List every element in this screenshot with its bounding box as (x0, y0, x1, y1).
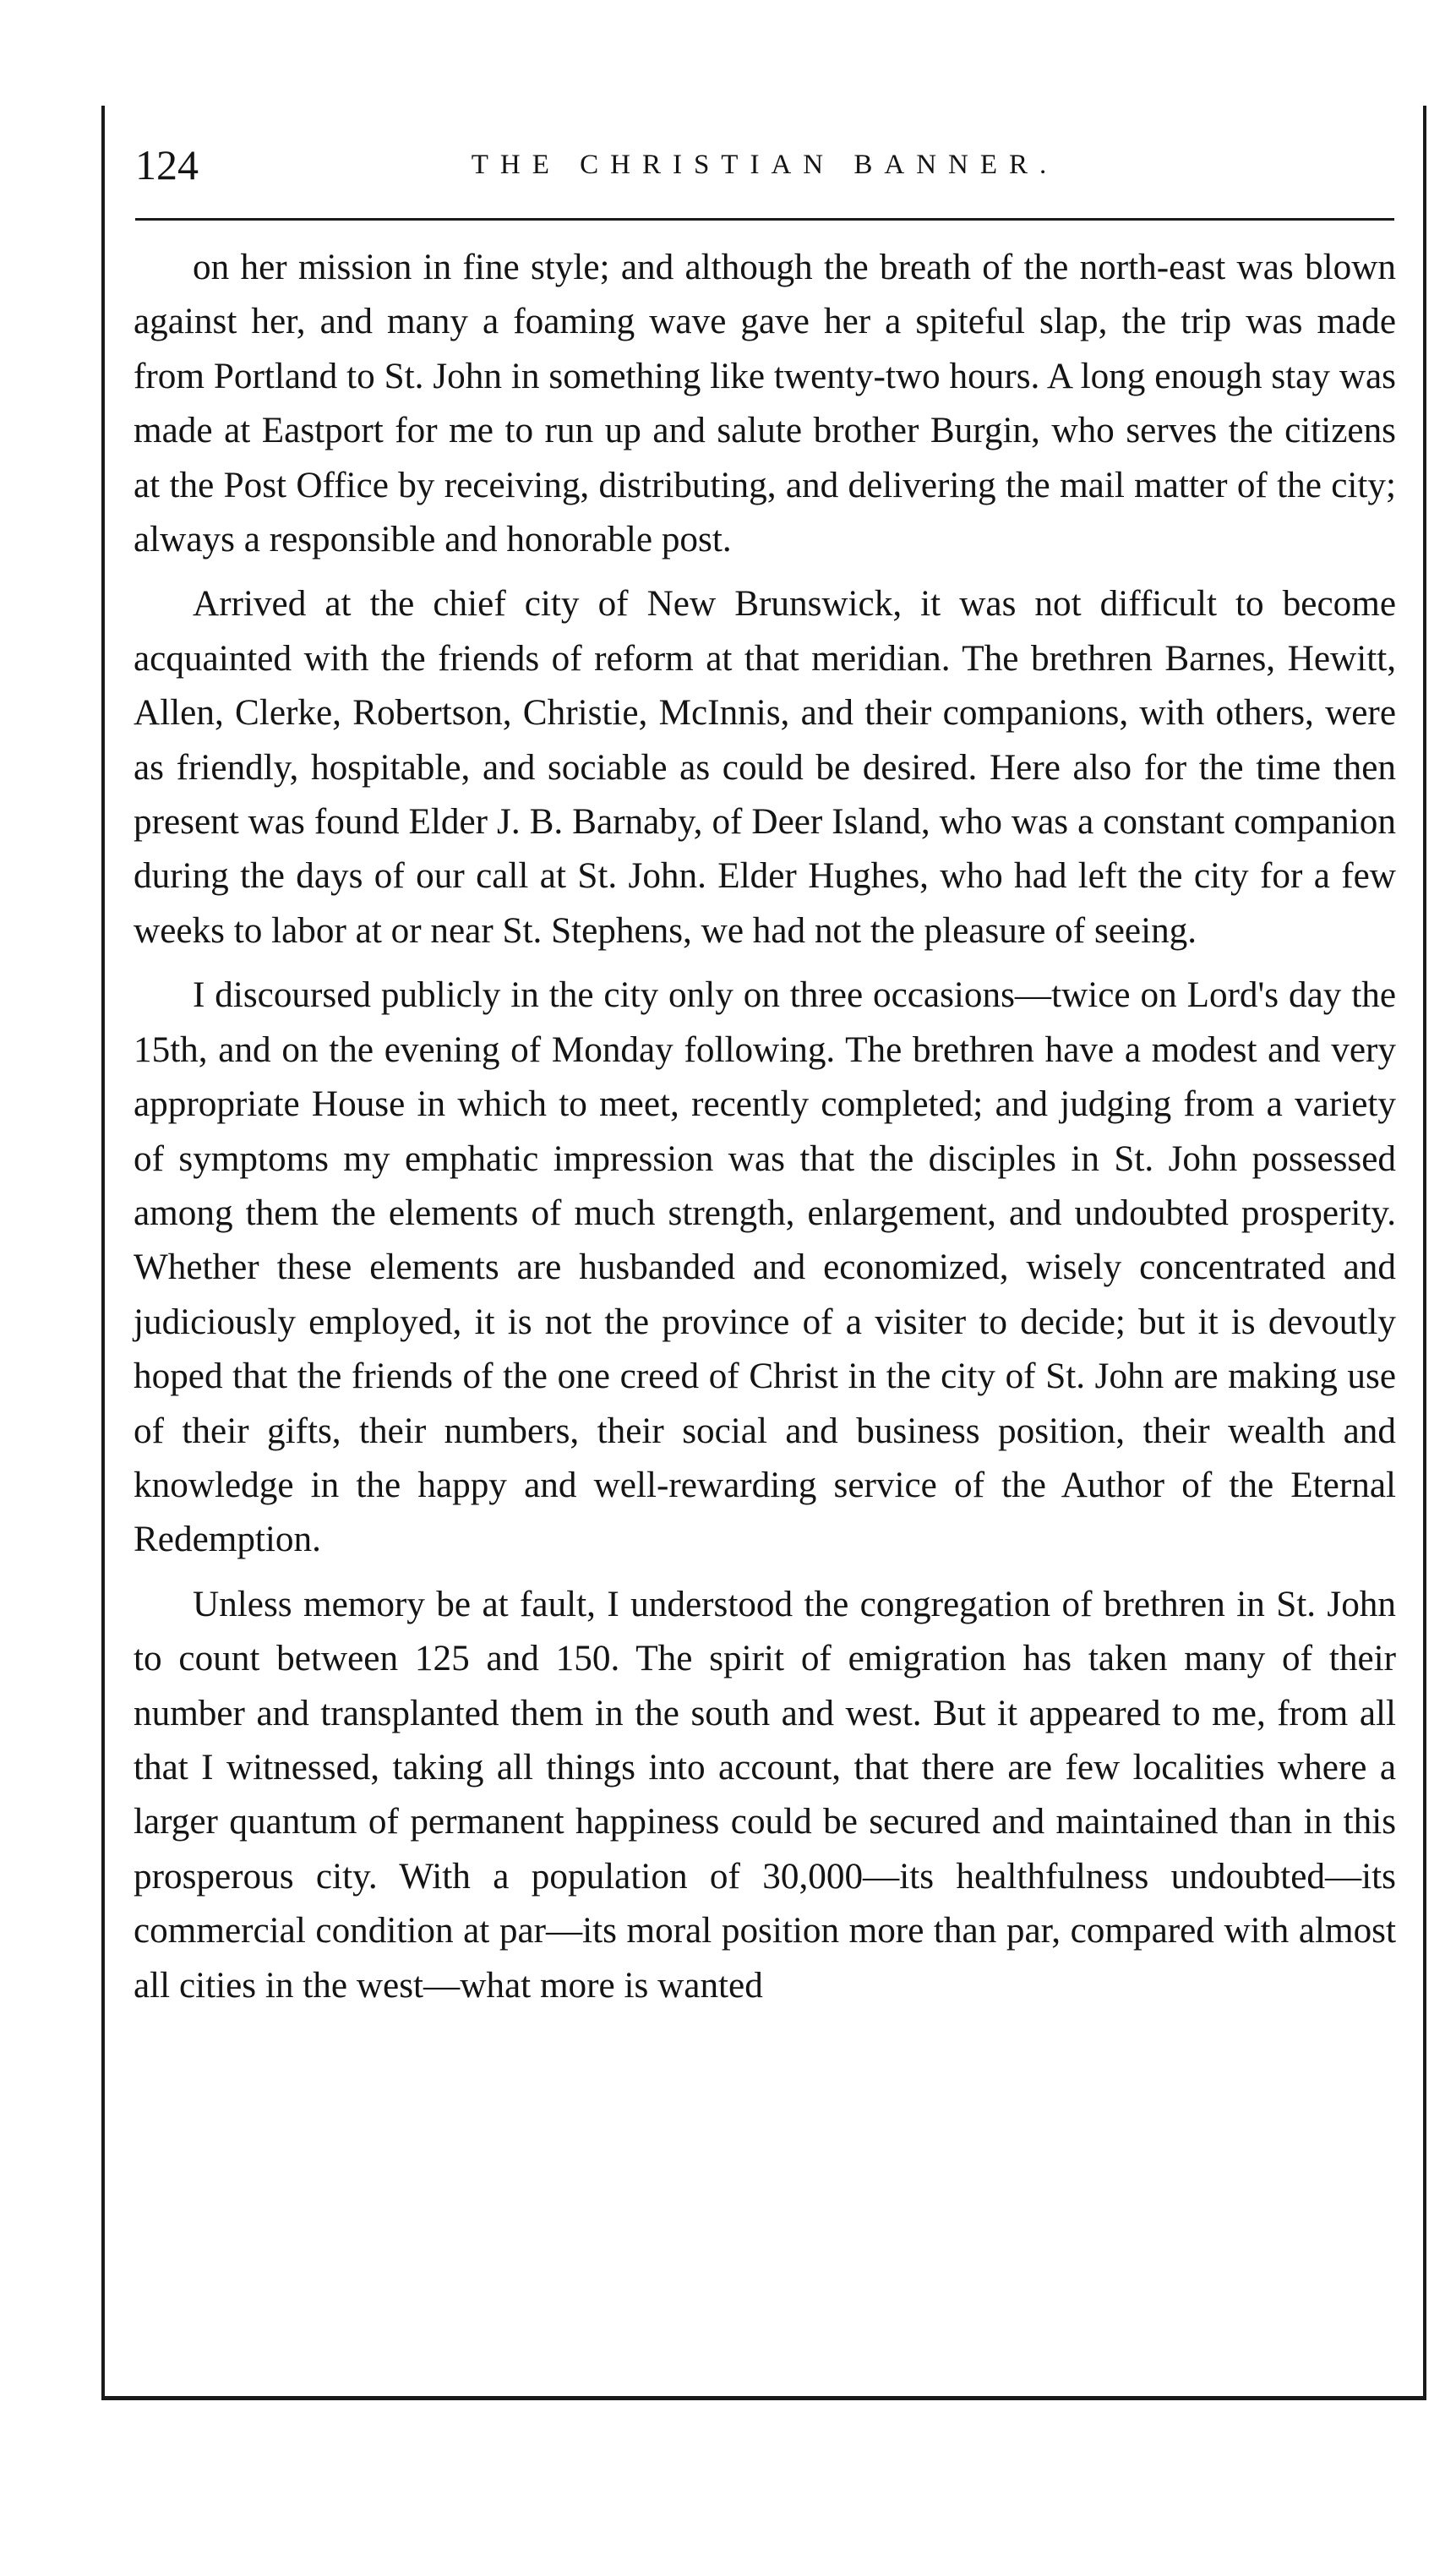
paragraph: Arrived at the chief city of New Brunswick, it was not difficult to become acquainted with the friends of reform at that meridian. The brethren Barnes, Hewitt, Allen, Clerke, Robertson, Christie, McInnis, and their companions, with others, were as friendly, hospitable, and sociable as could be desired. Here also for the time then present was found Elder J. B. Barnaby, of Deer Island, who was a constant companion during the days of our call at St. John. Elder Hughes, who had left the city for a few weeks to labor at or near St. Stephens, we had not the pleasure of seeing. (134, 584, 1396, 951)
running-title: THE CHRISTIAN BANNER. (471, 150, 1059, 180)
paragraph: on her mission in fine style; and although the breath of the north-east was blown against her, and many a foaming wave gave her a spiteful slap, the trip was made from Portland to St. John in something like twenty-two hours. A long enough stay was made at Eastport for me to run up and salute brother Burgin, who serves the citizens at the Post Office by receiving, distributing, and delivering the mail matter of the city; always a responsible and honorable post. (134, 248, 1396, 560)
article-body (134, 241, 1396, 2013)
page-header (135, 135, 1394, 194)
paragraph: Unless memory be at fault, I understood the congregation of brethren in St. John to count between 125 and 150. The spirit of emigration has taken many of their number and transplanted them in the south and west. But it appeared to me, from all that I witnessed, taking all things into account, that there are few localities where a larger quantum of permanent happiness could be secured and maintained than in this prosperous city. With a population of 30,000—its healthfulness undoubted—its commercial condition at par—its moral position more than par, compared with almost all cities in the west—what more is wanted (134, 1584, 1396, 2006)
paragraph: I discoursed publicly in the city only on three occasions—twice on Lord's day the 15th, and on the evening of Monday following. The brethren have a modest and very appropriate House in which to meet, recently completed; and judging from a variety of symptoms my emphatic impression was that the disciples in St. John possessed among them the elements of much strength, enlargement, and undoubted prosperity. Whether these elements are husbanded and economized, wisely concentrated and judiciously employed, it is not the province of a visiter to decide; but it is devoutly hoped that the friends of the one creed of Christ in the city of St. John are making use of their gifts, their numbers, their social and business position, their wealth and knowledge in the happy and well-rewarding service of the Author of the Eternal Redemption. (134, 975, 1396, 1560)
header-rule (135, 218, 1394, 221)
page-number: 124 (135, 141, 199, 188)
